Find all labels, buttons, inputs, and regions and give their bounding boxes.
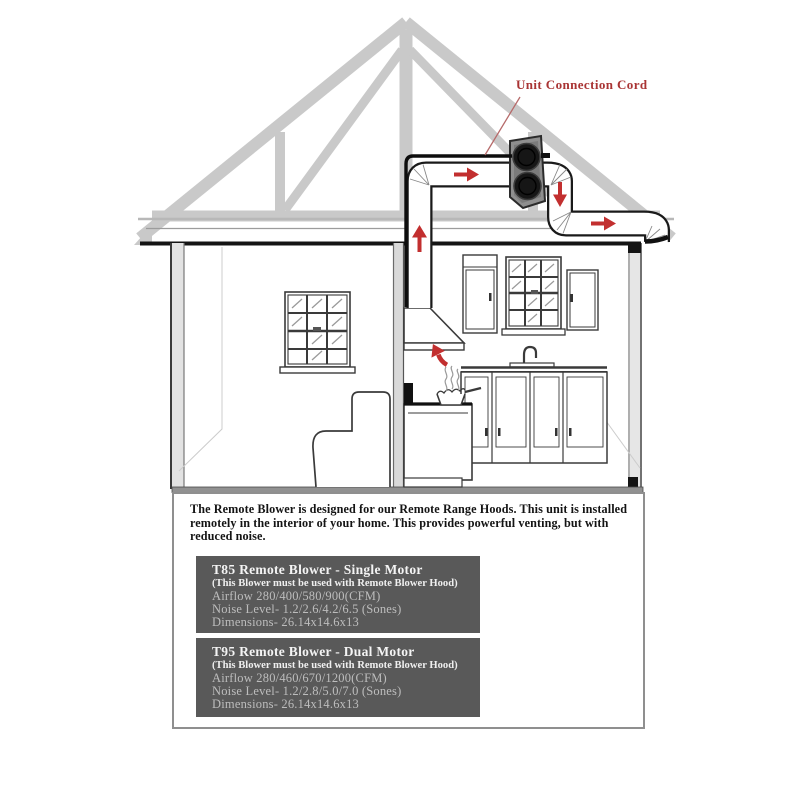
room-perspective-left (179, 247, 222, 471)
product-description (190, 503, 642, 544)
product-airflow: Airflow 280/400/580/900(CFM) (212, 589, 381, 603)
blower-outlet-collar (541, 153, 550, 158)
range-hood-canopy (404, 308, 464, 343)
spec-box-t95 (196, 638, 480, 717)
description-line: The Remote Blower is designed for our Remote Range Hoods. This unit is installed (190, 502, 628, 516)
cabinet-handle (498, 428, 501, 436)
living-room (280, 292, 390, 487)
blower-fan-top (513, 144, 540, 171)
armchair (313, 392, 390, 487)
sash-lock (313, 327, 321, 331)
product-title: T85 Remote Blower - Single Motor (212, 562, 423, 577)
blower-fan-bottom (514, 173, 541, 200)
description-line: remotely in the interior of your home. This provides powerful venting, but with (190, 515, 609, 530)
cabinet-door (567, 377, 603, 447)
stove-drawer (404, 478, 462, 487)
description-line: reduced noise. (190, 529, 266, 544)
product-dimensions: Dimensions- 26.14x14.6x13 (212, 697, 360, 711)
product-note: (This Blower must be used with Remote Blower Hood) (212, 578, 458, 589)
cabinet-handle (555, 428, 558, 436)
power-outlet (404, 383, 413, 403)
window-sill (280, 367, 355, 373)
right-wall-base-plate (628, 477, 638, 488)
cabinet-door (570, 273, 595, 327)
product-airflow: Airflow 280/460/670/1200(CFM) (212, 671, 387, 685)
kitchen-window-sill (502, 329, 565, 335)
cabinet-handle (489, 293, 492, 301)
sash-lock (531, 290, 538, 294)
cabinet-door (534, 377, 559, 447)
product-noise: Noise Level- 1.2/2.8/5.0/7.0 (Sones) (212, 684, 402, 698)
cabinet-door (496, 377, 526, 447)
range-stove (404, 404, 472, 480)
kitchen (404, 255, 607, 487)
product-note: (This Blower must be used with Remote Blower Hood) (212, 660, 458, 671)
divider-wall (393, 243, 404, 489)
cabinet-handle (485, 428, 488, 436)
cooking-pot (437, 394, 465, 405)
product-dimensions: Dimensions- 26.14x14.6x13 (212, 615, 360, 629)
unit-connection-cord-label: Unit Connection Cord (516, 77, 648, 92)
left-wall (170, 243, 184, 489)
cabinet-handle (571, 294, 574, 302)
product-title: T95 Remote Blower - Dual Motor (212, 644, 415, 659)
right-wall-top-plate (628, 242, 641, 253)
spec-box-t85 (196, 556, 480, 633)
product-noise: Noise Level- 1.2/2.6/4.2/6.5 (Sones) (212, 602, 402, 616)
left-rafter (140, 22, 406, 238)
steam-squiggles (445, 366, 459, 391)
cabinet-handle (569, 428, 572, 436)
right-wall (628, 243, 642, 489)
right-rafter (406, 22, 672, 238)
